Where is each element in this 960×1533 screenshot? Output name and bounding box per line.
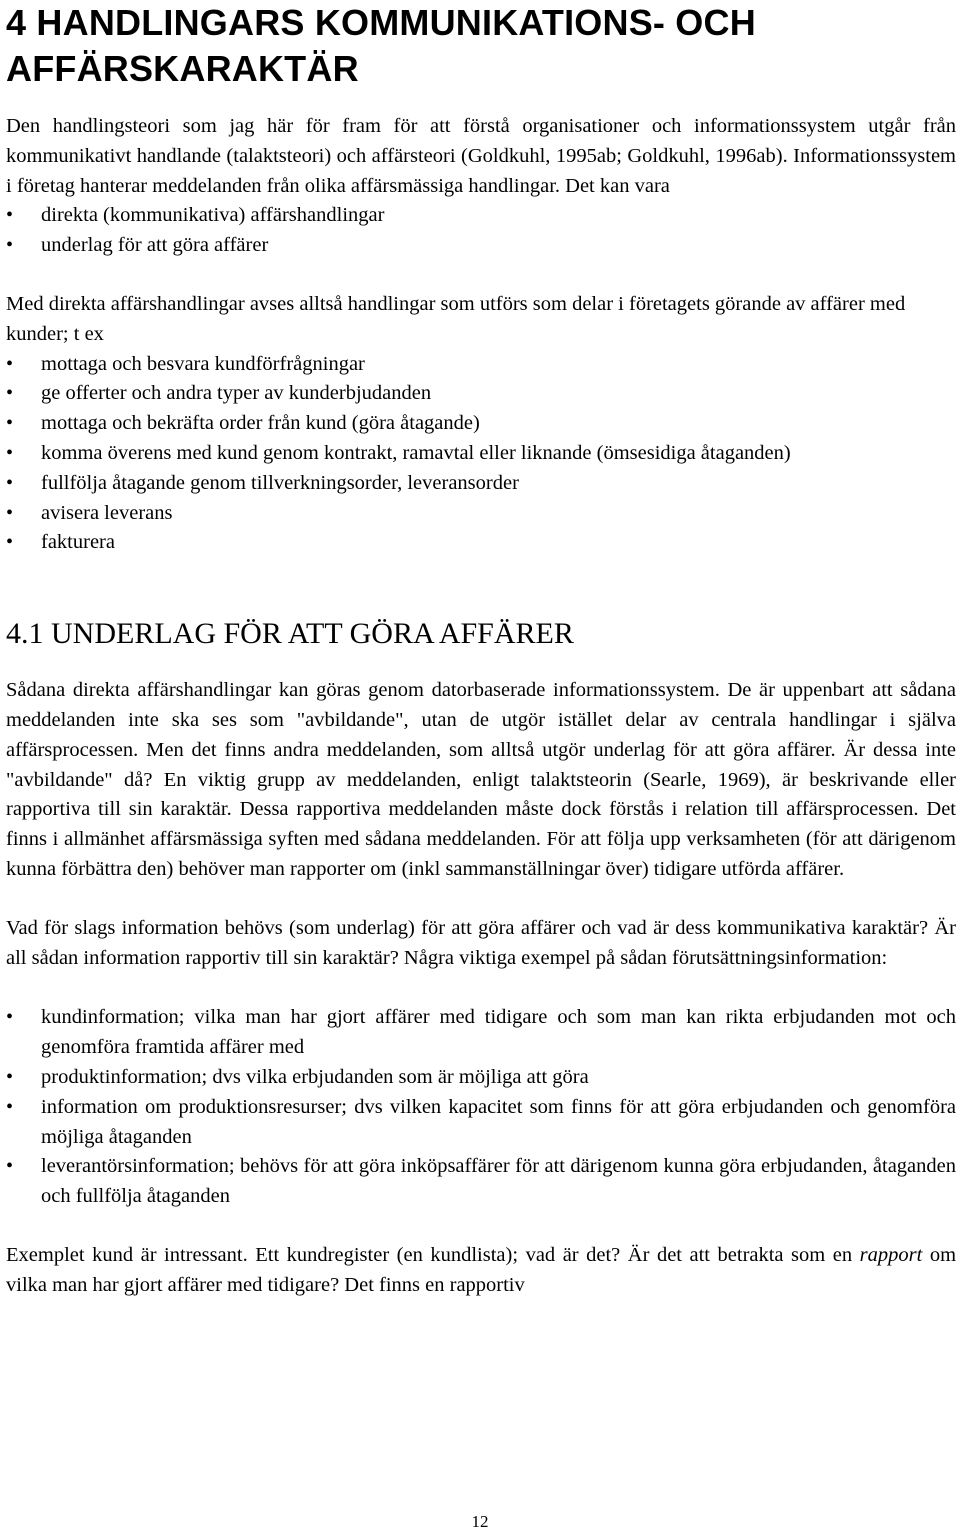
customer-example-paragraph [6, 1241, 956, 1301]
chapter-heading: 4 HANDLINGARS KOMMUNIKATIONS- OCH AFFÄRSKARAKTÄR [6, 2, 756, 89]
list-item: • komma överens med kund genom kontrakt, ramavtal eller liknande (ömsesidiga åtaganden) [6, 439, 956, 469]
direct-actions-list [6, 350, 956, 559]
list-item: • fullfölja åtagande genom tillverkningsorder, leveransorder [6, 469, 956, 499]
information-examples-list [6, 1003, 956, 1212]
section-heading: 4.1 UNDERLAG FÖR ATT GÖRA AFFÄRER [6, 617, 574, 651]
list-item: • avisera leverans [6, 499, 956, 529]
list-item: • mottaga och bekräfta order från kund (göra åtagande) [6, 409, 956, 439]
paragraph-text: om vilka man har gjort affärer med tidigare? Det finns en rapportiv [6, 1243, 957, 1296]
list-item: • fakturera [6, 528, 956, 558]
list-item: • direkta (kommunikativa) affärshandlingar [6, 201, 956, 231]
intro-paragraph: Den handlingsteori som jag här för fram för att förstå organisationer och informationssystem utgår från kommunikativt handlande (talaktsteori) och affärsteori (Goldkuhl, 1995ab; Goldkuhl, 1996ab). Informationssystem i företag hanterar meddelanden från olika affärsmässiga handlingar. Det kan vara [6, 115, 956, 197]
list-item: • mottaga och besvara kundförfrågningar [6, 350, 956, 380]
question-paragraph: Vad för slags information behövs (som underlag) för att göra affärer och vad är dess kommunikativa karaktär? Är all sådan information rapportiv till sin karaktär? Några viktiga exempel på sådan förutsättningsinformation: [6, 916, 956, 969]
list-item: • underlag för att göra affärer [6, 231, 956, 261]
action-type-list [6, 201, 956, 261]
emphasized-word: rapport [859, 1243, 923, 1266]
page-number: 12 [471, 1512, 489, 1531]
basis-paragraph: Sådana direkta affärshandlingar kan göras genom datorbaserade informationssystem. De är uppenbart att sådana meddelanden inte ska ses som "avbildande", utan de utgör istället delar av centrala handlingar i själva affärsprocessen. Men det finns andra meddelanden, som alltså utgör underlag för att göra affärer. Är dessa inte "avbildande" då? En viktig grupp av meddelanden, enligt talaktsteorin (Searle, 1969), är beskrivande eller rapportiva till sin karaktär. Dessa rapportiva meddelanden måste dock förstås i relation till affärsprocessen. Det finns i allmänhet affärsmässiga syften med sådana meddelanden. För att följa upp verksamheten (för att därigenom kunna förbättra den) behöver man rapporter om (inkl sammanställningar över) tidigare utförda affärer. [6, 679, 956, 880]
list-item: • kundinformation; vilka man har gjort affärer med tidigare och som man kan rikta erbjudanden mot och genomföra framtida affärer med [6, 1003, 956, 1063]
list-item: • leverantörsinformation; behövs för att göra inköpsaffärer för att därigenom kunna göra erbjudanden, åtaganden och fullfölja åtaganden [6, 1152, 956, 1212]
document-page [6, 0, 956, 1301]
paragraph-text: Exemplet kund är intressant. Ett kundregister (en kundlista); vad är det? Är det att betrakta som en [6, 1243, 853, 1266]
list-item: • information om produktionsresurser; dvs vilken kapacitet som finns för att göra erbjudanden och genomföra möjliga åtaganden [6, 1093, 956, 1153]
list-item: • ge offerter och andra typer av kunderbjudanden [6, 379, 956, 409]
list-item: • produktinformation; dvs vilka erbjudanden som är möjliga att göra [6, 1063, 956, 1093]
direct-actions-paragraph: Med direkta affärshandlingar avses alltså handlingar som utförs som delar i företagets görande av affärer med kunder; t ex [6, 292, 906, 345]
